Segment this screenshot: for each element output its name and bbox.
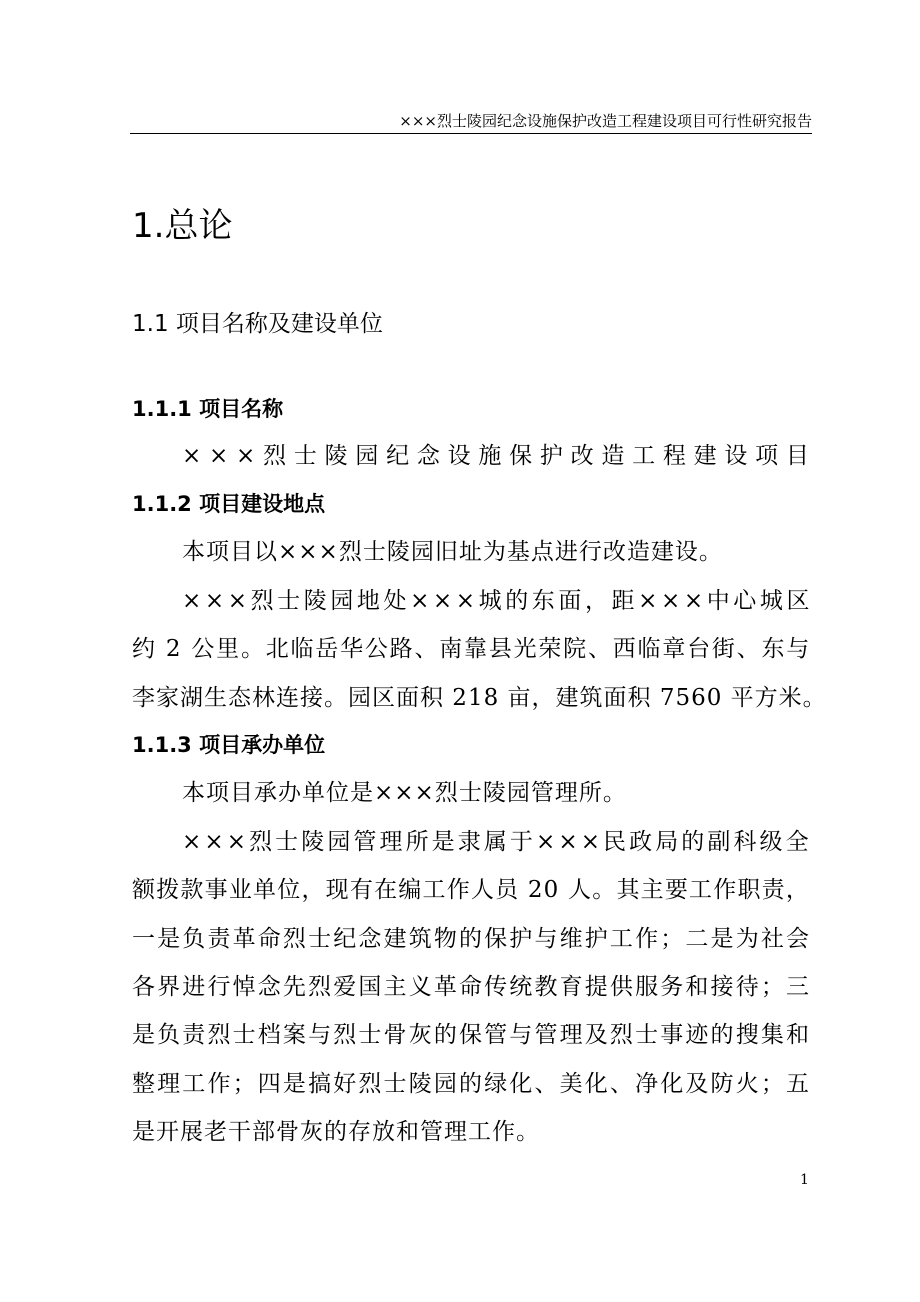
organizer-paragraph-line: 一是负责革命烈士纪念建筑物的保护与维护工作；二是为社会	[132, 926, 812, 952]
header-rule	[130, 133, 812, 134]
subsection-title-project-name: 1.1.1 项目名称	[132, 397, 284, 421]
chapter-title: 1.总论	[132, 206, 233, 246]
subsection-title-location: 1.1.2 项目建设地点	[132, 492, 326, 516]
organizer-paragraph-line: 是负责烈士档案与烈士骨灰的保管与管理及烈士事迹的搜集和	[132, 1022, 812, 1048]
organizer-paragraph-line: 是开展老干部骨灰的存放和管理工作。	[132, 1119, 540, 1145]
organizer-paragraph-line: 额拨款事业单位，现有在编工作人员 20 人。其主要工作职责，	[132, 877, 811, 903]
location-paragraph-line: 李家湖生态林连接。园区面积 218 亩，建筑面积 7560 平方米。	[132, 685, 827, 711]
page-number: 1	[800, 1172, 809, 1188]
location-paragraph-line: ×××烈士陵园地处×××城的东面，距×××中心城区	[182, 588, 814, 614]
location-paragraph-line: 约 2 公里。北临岳华公路、南靠县光荣院、西临章台街、东与	[132, 636, 812, 662]
location-paragraph-line: 本项目以×××烈士陵园旧址为基点进行改造建设。	[182, 539, 723, 565]
running-header: ×××烈士陵园纪念设施保护改造工程建设项目可行性研究报告	[399, 112, 812, 130]
organizer-paragraph-line: 本项目承办单位是×××烈士陵园管理所。	[182, 780, 627, 806]
organizer-paragraph-line: 各界进行悼念先烈爱国主义革命传统教育提供服务和接待；三	[132, 974, 812, 1000]
organizer-paragraph-line: ×××烈士陵园管理所是隶属于×××民政局的副科级全	[182, 829, 812, 855]
subsection-title-organizer: 1.1.3 项目承办单位	[132, 733, 326, 757]
project-name-text: ×××烈士陵园纪念设施保护改造工程建设项目	[182, 443, 817, 469]
organizer-paragraph-line: 整理工作；四是搞好烈士陵园的绿化、美化、净化及防火；五	[132, 1071, 812, 1097]
section-title: 1.1 项目名称及建设单位	[132, 311, 383, 337]
